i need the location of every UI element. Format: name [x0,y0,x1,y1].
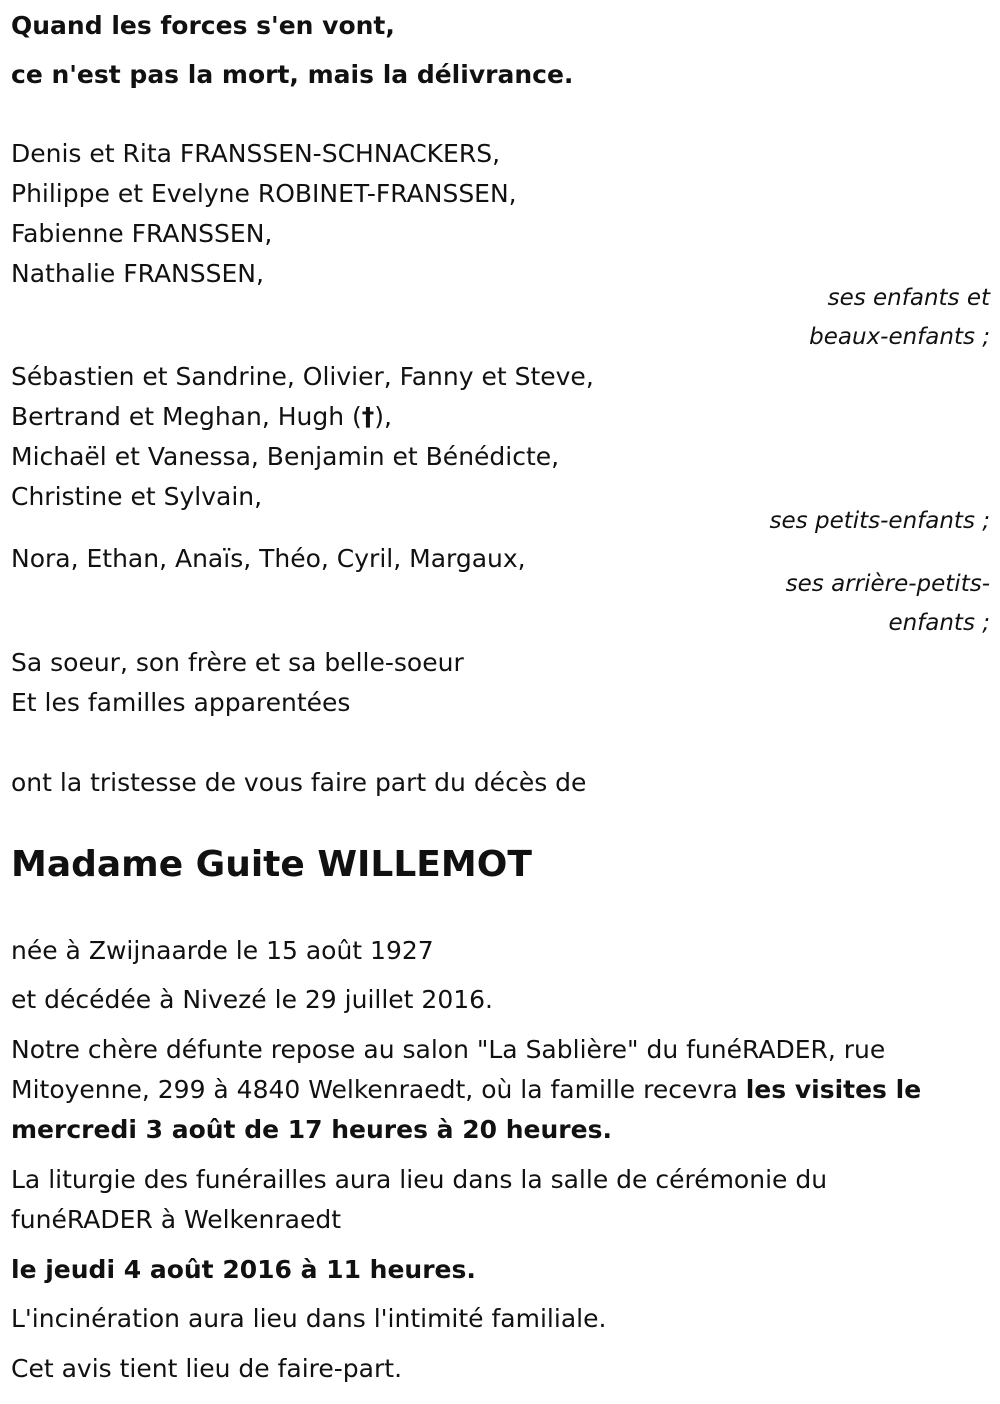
grandchild-line: Christine et Sylvain, [11,482,263,511]
deceased-name: Madame Guite WILLEMOT [11,844,532,885]
visitation-schedule: mercredi 3 août de 17 heures à 20 heures. [11,1115,612,1144]
great-grandchildren-line: Nora, Ethan, Anaïs, Théo, Cyril, Margaux, [11,544,526,573]
grandchildren-role: ses petits-enfants ; [769,508,990,534]
great-grandchildren-role-line-2: enfants ; [888,610,990,636]
child-line: Denis et Rita FRANSSEN-SCHNACKERS, [11,139,501,168]
children-role-line-1: ses enfants et [827,285,990,311]
children-role-line-2: beaux-enfants ; [809,324,990,350]
birth-line: née à Zwijnaarde le 15 août 1927 [11,936,434,965]
death-line: et décédée à Nivezé le 29 juillet 2016. [11,985,493,1014]
great-grandchildren-role-line-1: ses arrière-petits- [785,571,990,597]
grandchild-suffix: ), [374,402,392,431]
grandchild-line: Sébastien et Sandrine, Olivier, Fanny et Steve, [11,362,594,391]
visitation-line-2 [11,1074,921,1106]
epigraph-line-2: ce n'est pas la mort, mais la délivrance. [11,60,574,89]
family-line-1: Sa soeur, son frère et sa belle-soeur [11,648,464,677]
child-line: Nathalie FRANSSEN, [11,259,264,288]
visitation-emphasis: les visites le [745,1075,922,1104]
child-line: Fabienne FRANSSEN, [11,219,273,248]
epigraph-line-1: Quand les forces s'en vont, [11,11,395,40]
grandchild-text: Bertrand et Meghan, Hugh ( [11,402,362,431]
visitation-line-1: Notre chère défunte repose au salon "La Sablière" du funéRADER, rue [11,1035,886,1064]
announcement: ont la tristesse de vous faire part du décès de [11,768,587,797]
cremation-line: L'incinération aura lieu dans l'intimité familiale. [11,1304,607,1333]
grandchild-line: Michaël et Vanessa, Benjamin et Bénédicte, [11,442,560,471]
funeral-line-2: funéRADER à Welkenraedt [11,1205,342,1234]
child-line: Philippe et Evelyne ROBINET-FRANSSEN, [11,179,517,208]
grandchild-line-hugh [11,401,392,433]
cross-icon: † [361,402,375,431]
funeral-line-1: La liturgie des funérailles aura lieu dans la salle de cérémonie du [11,1165,828,1194]
family-line-2: Et les familles apparentées [11,688,351,717]
visitation-address: Mitoyenne, 299 à 4840 Welkenraedt, où la famille recevra [11,1075,746,1104]
closing-line: Cet avis tient lieu de faire-part. [11,1354,403,1383]
funeral-date: le jeudi 4 août 2016 à 11 heures. [11,1255,476,1284]
